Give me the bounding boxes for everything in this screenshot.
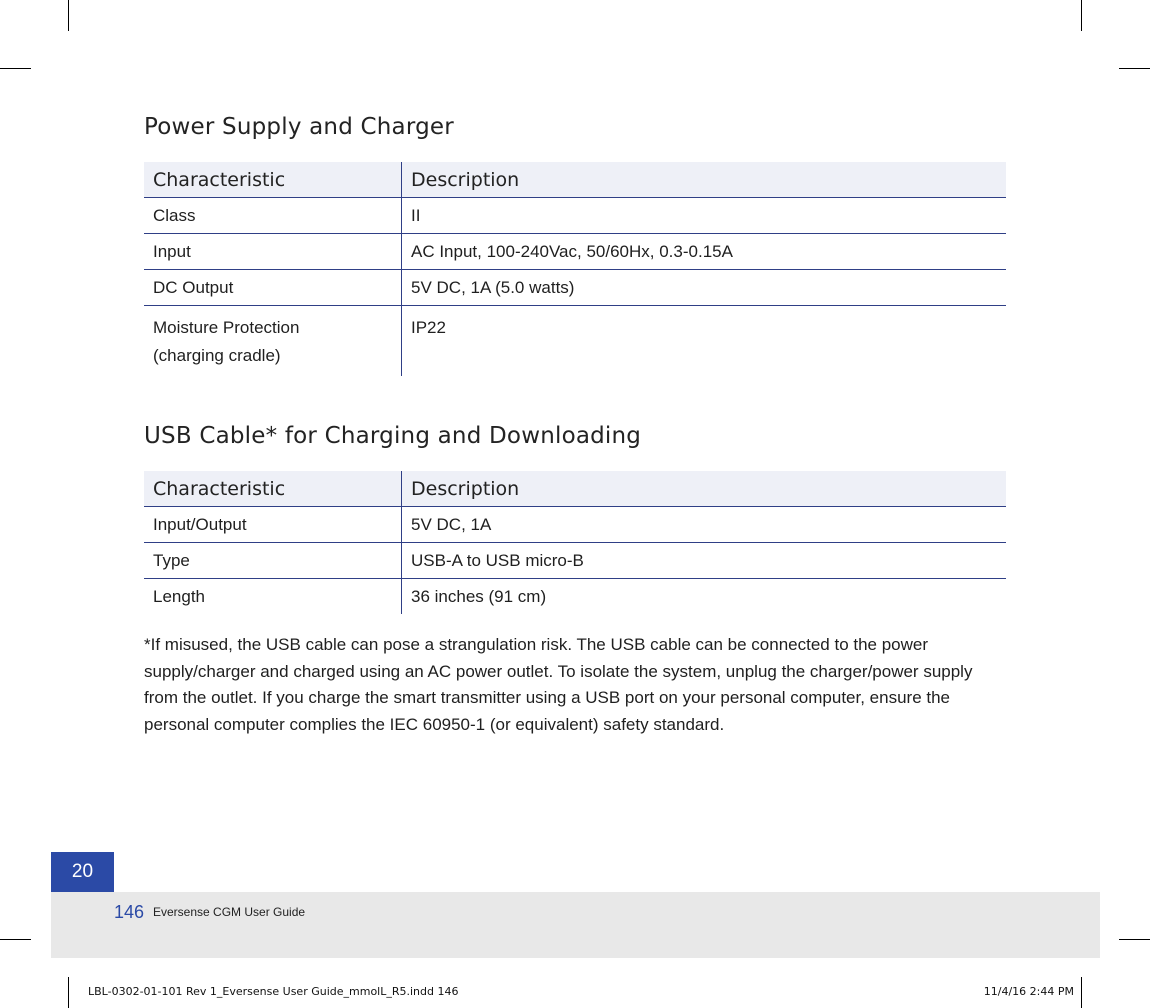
crop-mark: [68, 977, 69, 1008]
column-header-description: Description: [402, 162, 1007, 198]
usb-section-heading: USB Cable* for Charging and Downloading: [144, 423, 642, 449]
table-row: [144, 543, 1006, 579]
crop-mark: [1119, 68, 1150, 69]
page-number: 146: [114, 902, 145, 922]
characteristic-line: (charging cradle): [153, 346, 281, 365]
column-header-description: Description: [402, 471, 1007, 507]
crop-mark: [1119, 939, 1150, 940]
section-tab: 20: [51, 852, 114, 892]
table-row: [144, 507, 1006, 543]
power-section-heading: Power Supply and Charger: [144, 114, 454, 140]
table-header-row: [144, 162, 1006, 198]
power-spec-table: [144, 162, 1006, 376]
description-cell: 36 inches (91 cm): [411, 586, 547, 606]
description-cell: IP22: [411, 318, 446, 337]
crop-mark: [68, 0, 69, 31]
table-row: [144, 234, 1006, 270]
characteristic-cell: Input/Output: [144, 507, 402, 543]
table-row: [144, 579, 1006, 615]
usb-spec-table: [144, 471, 1006, 614]
characteristic-cell: Type: [144, 543, 402, 579]
table-header-row: [144, 471, 1006, 507]
description-cell: USB-A to USB micro-B: [402, 543, 1007, 579]
crop-mark: [1081, 0, 1082, 31]
description-cell: 5V DC, 1A (5.0 watts): [402, 270, 1007, 306]
description-cell: 5V DC, 1A: [402, 507, 1007, 543]
description-cell: AC Input, 100-240Vac, 50/60Hx, 0.3-0.15A: [402, 234, 1007, 270]
usb-safety-footnote: *If misused, the USB cable can pose a strangulation risk. The USB cable can be connected to the power supply/charger and charged using an AC power outlet. To isolate the system, unplug the charger/power supply from the outlet. If you charge the smart transmitter using a USB port on your personal computer, ensure the personal computer complies the IEC 60950-1 (or equivalent) safety standard.: [144, 635, 973, 734]
column-header-characteristic: Characteristic: [144, 162, 402, 198]
crop-mark: [0, 68, 31, 69]
characteristic-cell: Length: [144, 579, 402, 615]
column-header-characteristic: Characteristic: [144, 471, 402, 507]
characteristic-line: Moisture Protection: [153, 318, 300, 337]
characteristic-cell: [144, 306, 402, 377]
crop-mark: [1081, 977, 1082, 1008]
table-row: [144, 306, 1006, 377]
characteristic-cell: Class: [144, 198, 402, 234]
crop-mark: [0, 939, 31, 940]
description-cell: II: [402, 198, 1007, 234]
characteristic-cell: DC Output: [144, 270, 402, 306]
table-row: [144, 270, 1006, 306]
footer-band: [51, 892, 1100, 958]
print-slug-timestamp: 11/4/16 2:44 PM: [983, 985, 1074, 998]
table-row: [144, 198, 1006, 234]
characteristic-cell: Input: [144, 234, 402, 270]
print-slug-file: LBL-0302-01-101 Rev 1_Eversense User Guide_mmolL_R5.indd 146: [88, 985, 459, 998]
guide-title: Eversense CGM User Guide: [153, 905, 306, 919]
